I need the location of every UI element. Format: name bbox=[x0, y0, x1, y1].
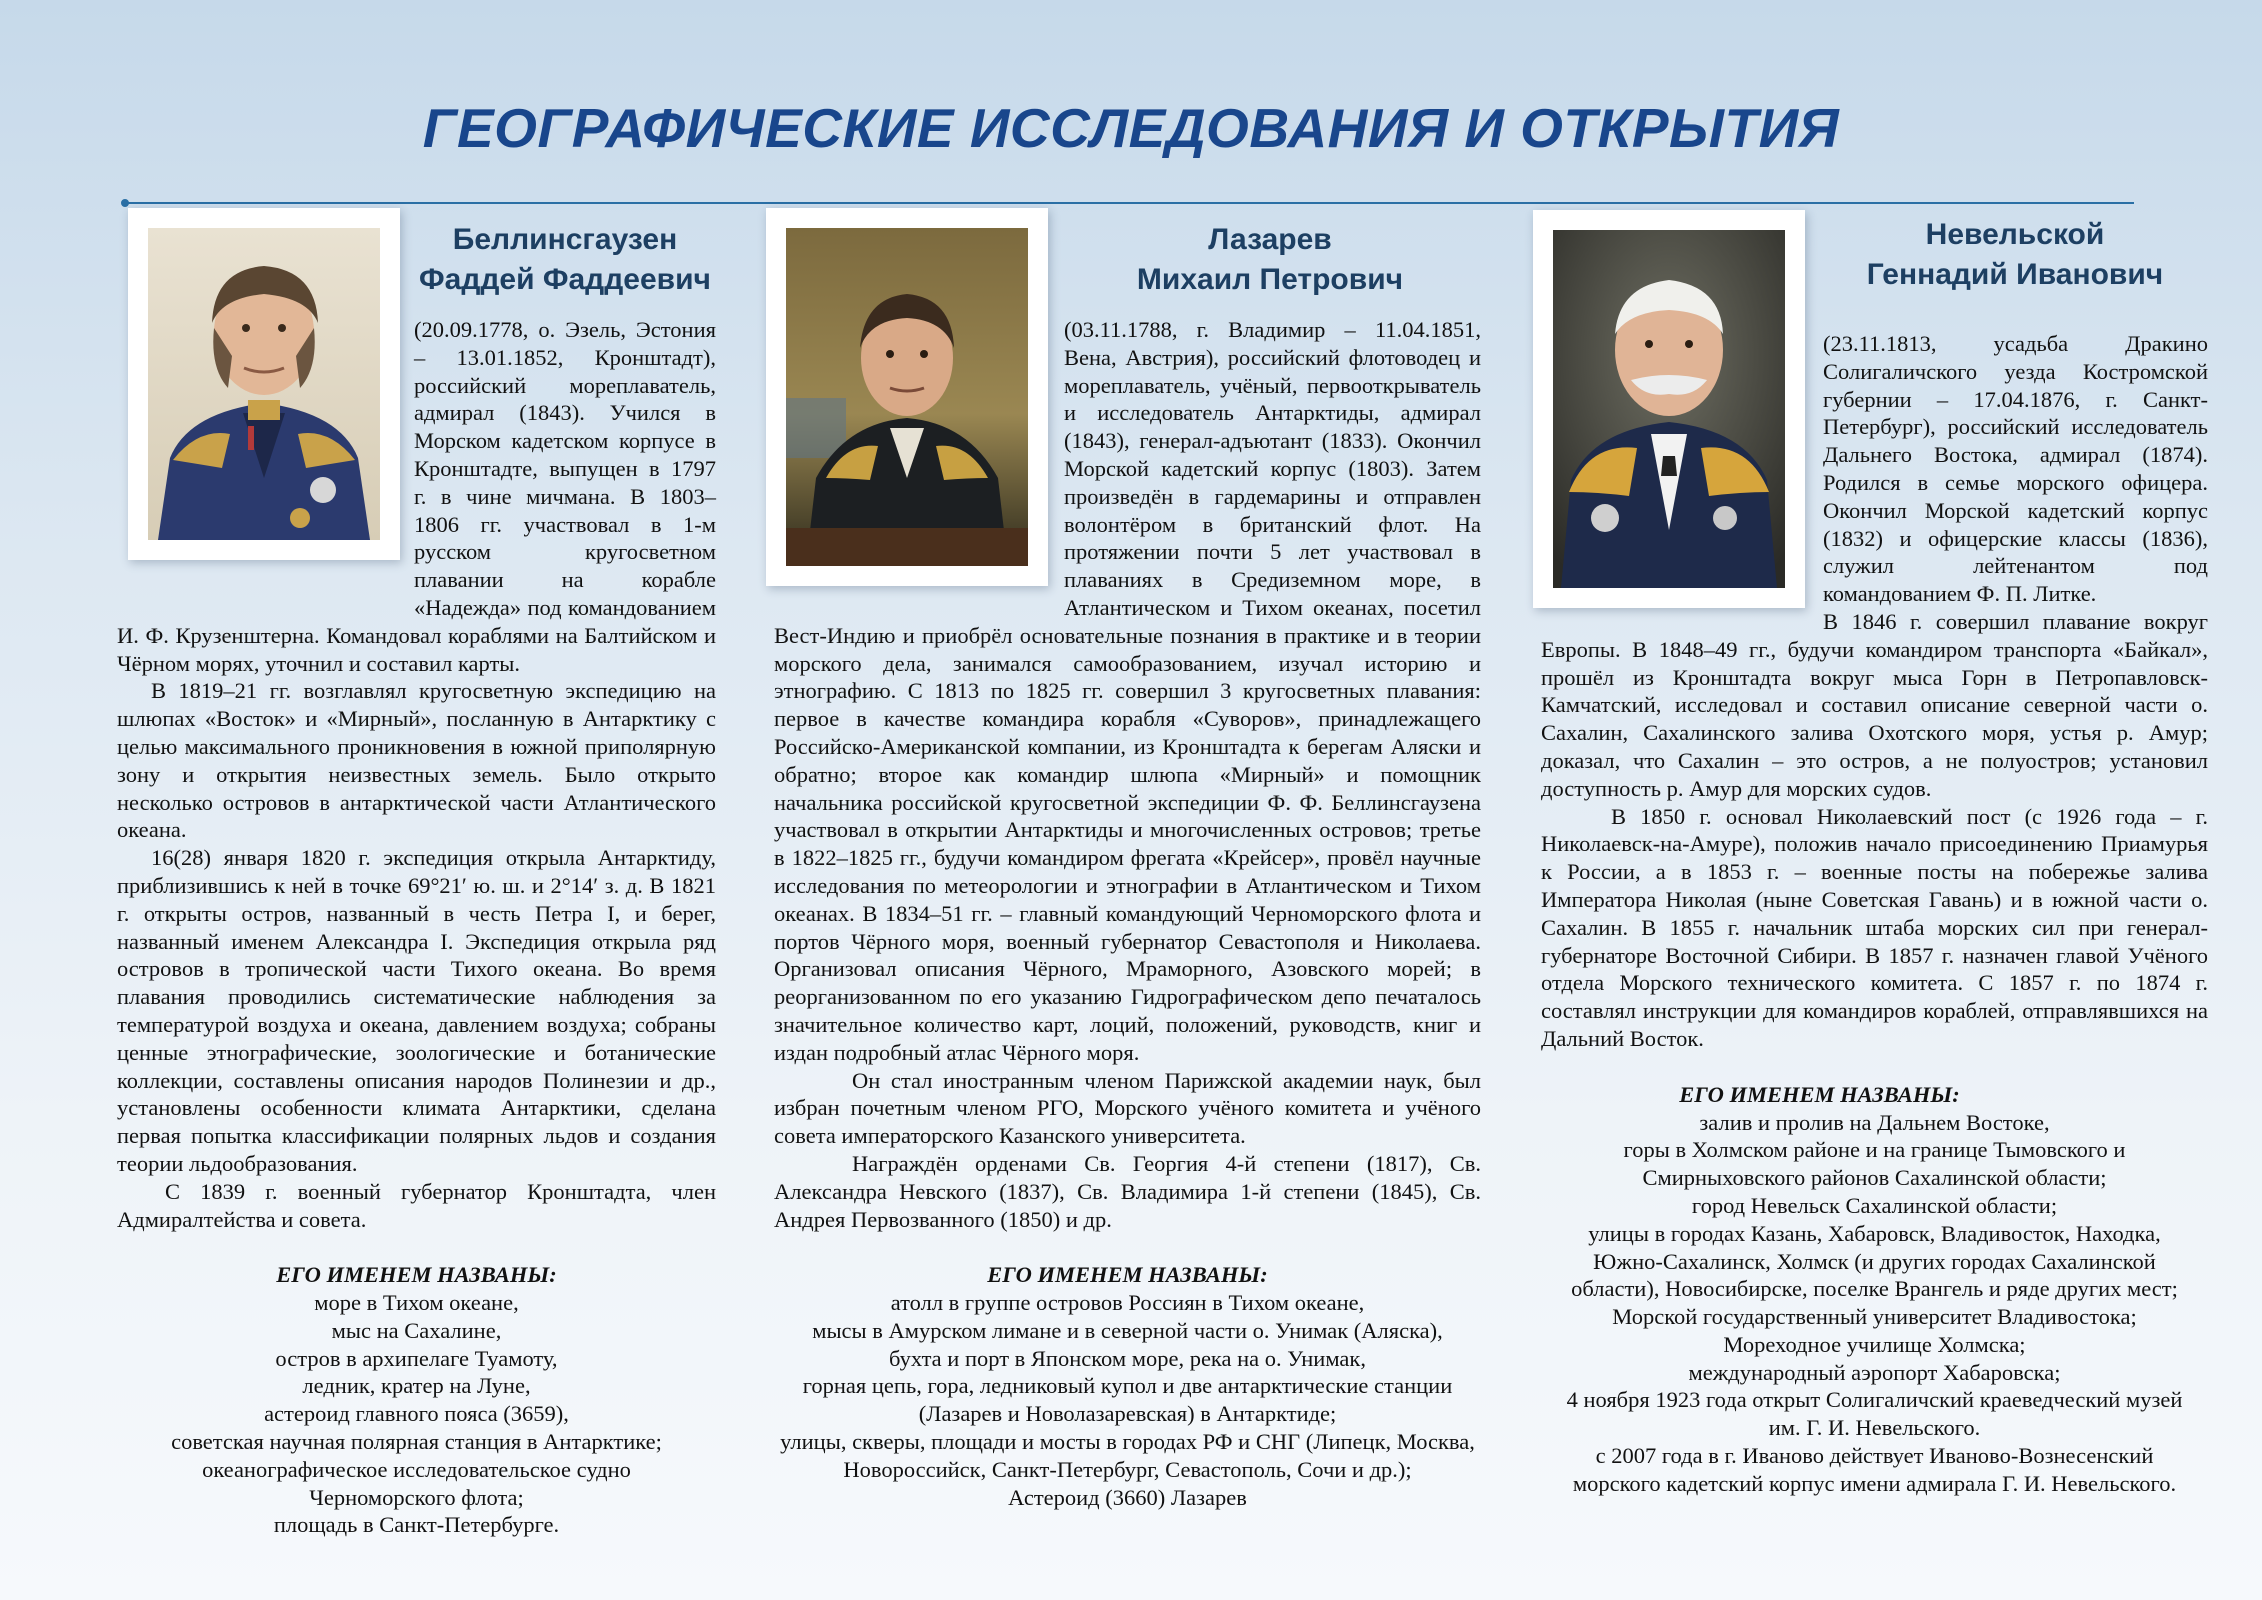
named-item: Мореходное училище Холмска; bbox=[1723, 1331, 2026, 1357]
named-after-list bbox=[117, 1289, 716, 1539]
surname: Беллинсгаузен bbox=[452, 223, 678, 256]
named-item: горная цепь, гора, ледниковый купол и две антарктические станции (Лазарев и Новолазаревская) в Антарктиде; bbox=[802, 1373, 1453, 1427]
surname: Лазарев bbox=[1208, 223, 1332, 256]
named-item: Астероид (3660) Лазарев bbox=[1008, 1484, 1247, 1510]
bio-paragraph: (03.11.1788, г. Владимир – 11.04.1851, Вена, Австрия), российский флотоводец и мореплаватель, учёный, первооткрыватель и исследователь Антарктиды, адмирал (1843), генерал-адъютант (1833). Окончил Морской кадетский корпус (1803). Затем произведён в гардемарины и отправлен волонтёром в британский флот. На протяжении почти 5 лет участвовал в плаваниях в Средиземном море, в Атлантическом и Тихом океанах, посетил Вест-Индию и приобрёл основательные познания в практике и в теории морского дела, занимался самообразованием, изучал историю и этнографию. С 1813 по 1825 гг. совершил 3 кругосветных плавания: первое в качестве командира корабля «Суворов», принадлежащего Российско-Американской компании, из Кронштадта к берегам Аляски и обратно; второе как командир шлюпа «Мирный» и помощник начальника российской кругосветной экспедиции Ф. Ф. Беллинсгаузена участвовал в открытии Антарктиды и многочисленных островов; третье в 1822–1825 гг., будучи командиром фрегата «Крейсер», провёл научные исследования по метеорологии и этнографии в Атлантическом и Тихом океанах. В 1834–51 гг. – главный командующий Черноморского флота и портов Чёрного моря, военный губернатор Севастополя и Николаева. Организовал описания Чёрного, Мраморного, Азовского морей; в реорганизованном по его указанию Гидрографическом депо печаталось значительное количество карт, лоций, положений, руководств, книг и издан подробный атлас Чёрного моря. bbox=[774, 317, 1481, 1065]
bio-paragraph: (20.09.1778, о. Эзель, Эстония – 13.01.1852, Кронштадт), российский мореплаватель, адмирал (1843). Учился в Морском кадетском корпусе в Кронштадте, выпущен в 1797 г. в чине мичмана. В 1803–1806 гг. участвовал в 1-м русском кругосветном плавании на корабле «Надежда» под командованием И. Ф. Крузенштерна. Командовал кораблями на Балтийском и Чёрном морях, уточнил и составил карты. bbox=[117, 317, 716, 676]
title-divider bbox=[124, 202, 2134, 204]
column-bellingshausen bbox=[117, 316, 716, 1539]
person-name-bellingshausen bbox=[405, 220, 725, 300]
named-item: астероид главного пояса (3659), bbox=[264, 1401, 569, 1427]
named-item: Морской государственный университет Владивостока; bbox=[1612, 1304, 2137, 1330]
column-nevelskoy bbox=[1541, 330, 2208, 1498]
surname: Невельской bbox=[1925, 218, 2105, 251]
named-item: мысы в Амурском лимане и в северной части о. Унимак (Аляска), bbox=[812, 1317, 1443, 1343]
bio-paragraph: В 1850 г. основал Николаевский пост (с 1926 года – г. Николаевск-на-Амуре), положив начало присоединению Приамурья к России, а в 1853 г. – военные посты на побережье залива Императора Николая (ныне Советская Гавань) и в южной части о. Сахалин. В 1855 г. начальник штаба морских сил при генерал-губернаторе Восточной Сибири. В 1857 г. назначен главой Учёного отдела Морского технического комитета. С 1857 г. по 1874 г. составлял инструкции для командиров кораблей, отправлявшихся на Дальний Восток. bbox=[1541, 803, 2208, 1051]
named-after-heading: ЕГО ИМЕНЕМ НАЗВАНЫ: bbox=[276, 1262, 557, 1288]
person-name-lazarev bbox=[1065, 220, 1475, 300]
named-item: океанографическое исследовательское судно Черноморского флота; bbox=[202, 1456, 631, 1510]
bio-paragraph: В 1846 г. совершил плавание вокруг Европы. В 1848–49 гг., будучи командиром транспорта «Байкал», прошёл из Кронштадта вокруг мыса Горн в Петропавловск-Камчатский, исследовал и составил описание северной части о. Сахалин, Сахалинского залива Охотского моря, устья р. Амур; доказал, что Сахалин – это остров, а не полуостров; установил доступность р. Амур для морских судов. bbox=[1541, 608, 2208, 801]
named-after-list bbox=[774, 1289, 1481, 1511]
named-item: город Невельск Сахалинской области; bbox=[1691, 1192, 2058, 1218]
named-item: горы в Холмском районе и на границе Тымовского и Смирныховского районов Сахалинской области; bbox=[1623, 1137, 2126, 1191]
named-item: ледник, кратер на Луне, bbox=[302, 1373, 531, 1399]
named-item: международный аэропорт Хабаровска; bbox=[1688, 1359, 2061, 1385]
named-item: площадь в Санкт-Петербурге. bbox=[273, 1512, 560, 1538]
bio-paragraph: (23.11.1813, усадьба Дракино Солигаличского уезда Костромской губернии – 17.04.1876, г. Санкт-Петербург), российский исследователь Дальнего Востока, адмирал (1874). Родился в семье морского офицера. Окончил Морской кадетский корпус (1832) и офицерские классы (1836), служил лейтенантом под командованием Ф. П. Литке. bbox=[1823, 331, 2208, 607]
named-item: улицы, скверы, площади и мосты в городах РФ и СНГ (Липецк, Москва, Новороссийск, Санкт-Петербург, Севастополь, Сочи и др.); bbox=[780, 1429, 1475, 1482]
named-item: остров в архипелаге Туамоту, bbox=[275, 1345, 558, 1371]
bio-paragraph: В 1819–21 гг. возглавлял кругосветную экспедицию на шлюпах «Восток» и «Мирный», посланную в Антарктику с целью максимального проникновения в южной приполярную зону и открытия неизвестных земель. Было открыто несколько островов в антарктической части Атлантического океана. bbox=[117, 678, 716, 843]
named-item: 4 ноября 1923 года открыт Солигаличский краеведческий музей им. Г. И. Невельского. bbox=[1566, 1387, 2183, 1441]
bio-paragraph: 16(28) января 1820 г. экспедиция открыла Антарктиду, приблизившись к ней в точке 69°21′ ю. ш. и 2°14′ з. д. В 1821 г. открыты остров, названный в честь Петра I, и берег, названный именем Александра I. Экспедиция открыла ряд островов в тропической части Тихого океана. Во время плавания проводились систематические наблюдения за температурой воздуха и океана, давлением воздуха; собраны ценные этнографические, зоологические и ботанические коллекции, составлены описания народов Полинезии и др., установлены особенности климата Антарктики, сделана первая попытка классификации полярных льдов и создания теории льдообразования. bbox=[117, 845, 716, 1176]
named-item: атолл в группе островов Россиян в Тихом океане, bbox=[890, 1290, 1365, 1316]
named-item: море в Тихом океане, bbox=[314, 1290, 519, 1316]
given-names: Фаддей Фаддеевич bbox=[419, 263, 711, 296]
bio-paragraph: Он стал иностранным членом Парижской академии наук, был избран почетным членом РГО, Морского учёного комитета и учёного совета императорского Казанского университета. bbox=[774, 1067, 1481, 1149]
page-title: ГЕОГРАФИЧЕСКИЕ ИССЛЕДОВАНИЯ И ОТКРЫТИЯ bbox=[422, 97, 1840, 159]
bio-paragraph: С 1839 г. военный губернатор Кронштадта, член Адмиралтейства и совета. bbox=[117, 1178, 716, 1232]
named-after-list bbox=[1541, 1109, 2208, 1498]
named-item: бухта и порт в Японском море, река на о. Унимак, bbox=[889, 1345, 1366, 1371]
named-after-heading: ЕГО ИМЕНЕМ НАЗВАНЫ: bbox=[1679, 1081, 1960, 1107]
person-name-nevelskoy bbox=[1815, 215, 2215, 295]
named-after-heading: ЕГО ИМЕНЕМ НАЗВАНЫ: bbox=[987, 1262, 1268, 1288]
named-item: с 2007 года в г. Иваново действует Ивановo-Вознесенский морского кадетский корпус имени адмирала Г. И. Невельского. bbox=[1572, 1443, 2177, 1496]
given-names: Михаил Петрович bbox=[1136, 263, 1404, 296]
column-lazarev bbox=[774, 316, 1481, 1511]
named-item: советская научная полярная станция в Антарктике; bbox=[171, 1429, 662, 1455]
bio-paragraph: Награждён орденами Св. Георгия 4-й степени (1817), Св. Александра Невского (1837), Св. Владимира 1-й степени (1845), Св. Андрея Первозванного (1850) и др. bbox=[774, 1150, 1481, 1232]
named-item: улицы в городах Казань, Хабаровск, Владивосток, Находка, Южно-Сахалинск, Холмск (и других городах Сахалинской области), Новосибирске, поселке Врангель и ряде других мест; bbox=[1571, 1220, 2178, 1302]
given-names: Геннадий Иванович bbox=[1866, 258, 2164, 291]
named-item: залив и пролив на Дальнем Востоке, bbox=[1699, 1109, 2050, 1135]
named-item: мыс на Сахалине, bbox=[331, 1317, 502, 1343]
